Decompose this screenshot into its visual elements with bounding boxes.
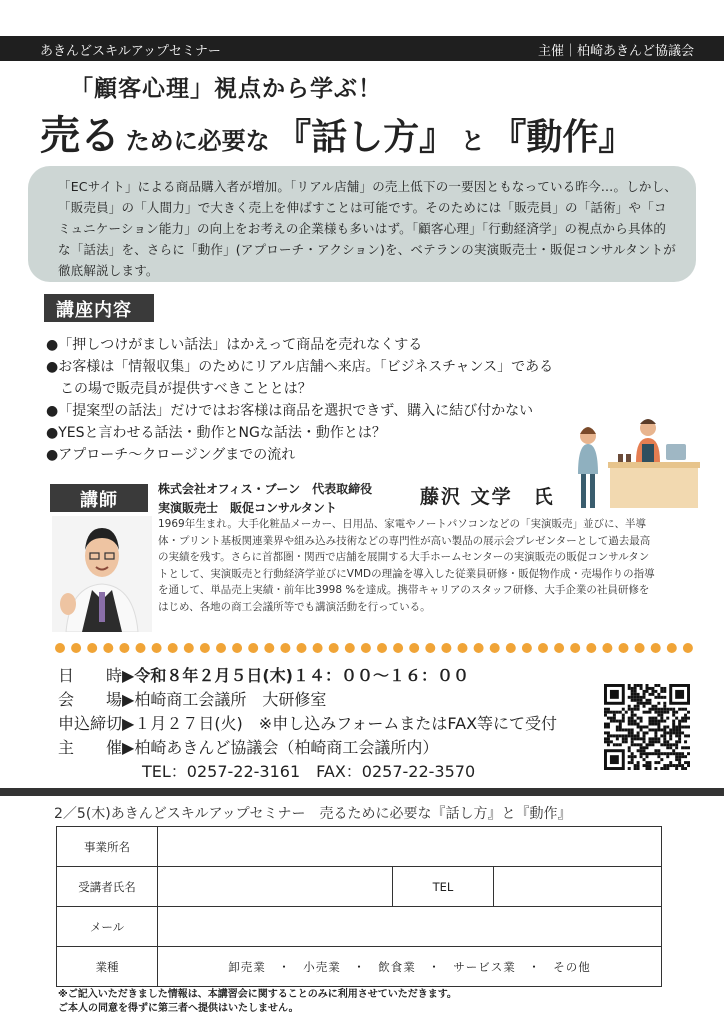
dot [345,643,355,653]
lecturer-name: 藤沢 文学 氏 [420,486,555,508]
dot [474,643,484,653]
host-label: 主 催▶ [58,738,135,757]
dot [361,643,371,653]
lecturer-bio: 1969年生まれ。大手化粧品メーカー、日用品、家電やノートパソコンなどの「実演販売」並びに、半導体・プリント基板関連業界や組み込み技術などの専門性が高い製品の展示会プレゼンターとして過去最高の実績を残す。さらに首都圏・関西で店舗を展開する大手ホームセンターの実演販売の販促コンサルタントとして、実演販売と行動経済学並びにVMDの理論を導入した従業員研修・販促物作成・売場作りの指導を通して、単品売上実績・前年比3998 %を達成。携帯キャリアのスタッフ研修、大手企業の社員研修をはじめ、各地の商工会議所等でも講演活動を行っている。 [158,518,655,613]
dot [152,643,162,653]
tel-field[interactable] [494,867,662,907]
date-label: 日 時▶ [58,666,135,685]
header-bar [0,36,724,61]
title-word-and: と [460,127,485,155]
dot [264,643,274,653]
info-deadline [58,712,557,736]
company-label: 事業所名 [57,827,158,867]
qr-code[interactable] [604,684,690,770]
privacy-note-line: ご本人の同意を得ずに第三者へ提供はいたしません。 [58,1003,299,1014]
lecturer-company: 株式会社オフィス・ブーン 代表取締役 [158,482,373,496]
lecturer-photo [52,516,152,632]
privacy-note-line: ※ご記入いただきました情報は、本講習会に関することのみに利用させていただきます。 [58,989,457,1000]
name-field[interactable] [158,867,393,907]
list-item: ●YESと言わせる話法・動作とNGな話法・動作とは？ [46,425,386,441]
deadline-value: １月２７日(火) ※申し込みフォームまたはFAX等にて受付 [134,714,558,733]
dot [602,643,612,653]
date-value: 令和８年２月５日(木)１４：００〜１６：００ [134,666,469,685]
title-word-speech: 『話し方』 [275,117,456,158]
dot [393,643,403,653]
dot [570,643,580,653]
dot [619,643,629,653]
dot [248,643,258,653]
dotted-divider [54,642,694,654]
title-word-sell: 売る [40,113,120,159]
dot [87,643,97,653]
info-date [58,664,557,688]
dot [313,643,323,653]
dot [71,643,81,653]
dot [280,643,290,653]
host-value: 柏崎あきんど協議会（柏崎商工会議所内） [134,738,439,757]
course-list [46,334,553,466]
dot [136,643,146,653]
info-venue [58,688,557,712]
list-item: ●「押しつけがましい話法」はかえって商品を売れなくする [46,337,423,353]
event-info [58,664,557,784]
name-label: 受講者氏名 [57,867,158,907]
dot [522,643,532,653]
dot [377,643,387,653]
list-item: ●「提案型の話法」だけではお客様は商品を選択できず、購入に結び付かない [46,403,534,419]
application-form [56,826,662,984]
info-host [58,736,557,760]
dot [506,643,516,653]
series-name: あきんどスキルアップセミナー [40,44,221,59]
dot [490,643,500,653]
dot [119,643,129,653]
dot [635,643,645,653]
dot [55,643,65,653]
subtitle: 「顧客心理」視点から学ぶ！ [70,76,382,102]
dot [441,643,451,653]
venue-label: 会 場▶ [58,690,135,709]
cut-divider [0,788,724,796]
dot [458,643,468,653]
lecturer-heading: 講師 [50,484,148,512]
dot [538,643,548,653]
industry-label: 業種 [57,947,158,987]
dot [184,643,194,653]
dot [683,643,693,653]
list-item: ●お客様は「情報収集」のためにリアル店舗へ来店。「ビジネスチャンス」である [46,359,554,375]
lecturer-role: 実演販売士 販促コンサルタント [158,501,337,515]
course-heading: 講座内容 [44,294,154,322]
dot [232,643,242,653]
dot [200,643,210,653]
title-word-for: ために必要な [125,127,270,155]
dot [409,643,419,653]
dot [425,643,435,653]
tel-label: TEL [393,867,494,907]
privacy-note [58,988,457,1016]
venue-value: 柏崎商工会議所 大研修室 [134,690,327,709]
industry-options[interactable]: 卸売業 ・ 小売業 ・ 飲食業 ・ サービス業 ・ その他 [158,947,662,987]
dot [168,643,178,653]
dot [586,643,596,653]
dot [667,643,677,653]
lecturer-affiliation [158,480,372,518]
list-item: この場で販売員が提供すべきこととは？ [46,381,312,397]
dot [651,643,661,653]
company-field[interactable] [158,827,662,867]
dot [554,643,564,653]
dot [297,643,307,653]
contact-info: TEL：0257-22-3161 FAX：0257-22-3570 [142,762,476,781]
dot [103,643,113,653]
list-item: ●アプローチ〜クロージングまでの流れ [46,447,296,463]
title-word-action: 『動作』 [490,117,635,158]
page-title [40,104,634,161]
dot [329,643,339,653]
intro-text: 「ECサイト」による商品購入者が増加。「リアル店舗」の売上低下の一要因ともなっている昨今…。しかし、「販売員」の「人間力」で大きく売上を伸ばすことは可能です。そのためには「販売員」の「話術」や「コミュニケーション能力」の向上をお考えの企業様も多いはず。「顧客心理」「行動経済学」の視点から具体的な「話法」を、さらに「動作」(アプローチ・アクション)を、ベテランの実演販売士・販促コンサルタントが徹底解説します。 [28,166,696,282]
shop-illustration [570,414,700,514]
deadline-label: 申込締切▶ [58,714,135,733]
form-title: 2／5(木)あきんどスキルアップセミナー 売るために必要な『話し方』と『動作』 [54,806,572,822]
email-field[interactable] [158,907,662,947]
organizer: 主催｜柏崎あきんど協議会 [537,44,694,59]
email-label: メール [57,907,158,947]
dot [216,643,226,653]
